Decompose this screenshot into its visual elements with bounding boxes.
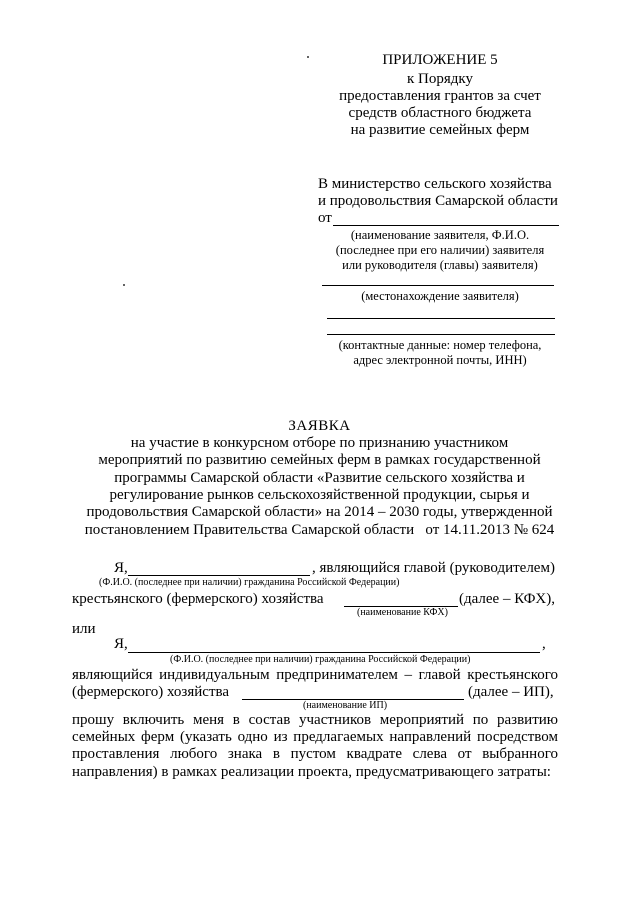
application-subtitle-line: продовольствия Самарской области» на 2014 – 2030 годы, утвержденной <box>86 504 553 520</box>
hint-kfh-name: (наименование КФХ) <box>357 607 448 618</box>
contacts-field[interactable] <box>327 318 555 319</box>
appendix-line: предоставления грантов за счет <box>339 88 541 104</box>
from-label: от <box>318 210 332 226</box>
ip-tail-text: (далее – ИП), <box>468 684 554 700</box>
ip-fio-field[interactable] <box>128 652 540 653</box>
addressee-line: и продовольствия Самарской области <box>318 193 558 209</box>
ip-comma: , <box>542 636 546 652</box>
kfh-tail-text: (далее – КФХ), <box>459 591 555 607</box>
hint-ip-name: (наименование ИП) <box>303 700 388 711</box>
hint-location: (местонахождение заявителя) <box>361 289 519 303</box>
hint-applicant-name: (последнее при его наличии) заявителя <box>335 243 545 257</box>
request-line: направления) в рамках реализации проекта, предусматривающего затраты: <box>72 764 551 780</box>
appendix-line: средств областного бюджета <box>348 105 532 121</box>
applicant-name-field[interactable] <box>333 225 559 226</box>
application-subtitle-line: мероприятий по развитию семейных ферм в рамках государственной <box>98 452 541 468</box>
ip-ya: Я, <box>114 636 128 652</box>
contacts-field[interactable] <box>327 334 555 335</box>
addressee-line: В министерство сельского хозяйства <box>318 176 552 192</box>
hint-contacts: (контактные данные: номер телефона, <box>338 338 542 352</box>
ip-line: являющийся индивидуальным предпринимателем – главой крестьянского <box>72 667 558 683</box>
kfh-farm-text: крестьянского (фермерского) хозяйства <box>72 591 324 607</box>
hint-applicant-name: или руководителя (главы) заявителя) <box>342 258 538 272</box>
location-field[interactable] <box>322 285 554 286</box>
scan-speck <box>307 56 309 58</box>
request-line: проставления любого знака в пустом квадрате слева от выбранного <box>72 746 558 762</box>
request-line: семейных ферм (указать одно из предлагаемых направлений посредством <box>72 729 558 745</box>
application-title: ЗАЯВКА <box>288 418 351 434</box>
appendix-line: к Порядку <box>407 71 473 87</box>
hint-ip-fio: (Ф.И.О. (последнее при наличии) гражданина Российской Федерации) <box>170 654 471 665</box>
hint-applicant-name: (наименование заявителя, Ф.И.О. <box>350 228 530 242</box>
kfh-fio-field[interactable] <box>128 575 310 576</box>
application-subtitle-line: регулирование рынков сельскохозяйственной продукции, сырья и <box>109 487 530 503</box>
application-subtitle-line: на участие в конкурсном отборе по признанию участником <box>130 435 509 451</box>
application-subtitle-line: программы Самарской области «Развитие сельского хозяйства и <box>114 470 525 486</box>
hint-contacts: адрес электронной почты, ИНН) <box>353 353 527 367</box>
kfh-head-text: , являющийся главой (руководителем) <box>312 560 555 576</box>
appendix-line: на развитие семейных ферм <box>350 122 530 138</box>
hint-kfh-fio: (Ф.И.О. (последнее при наличии) гражданина Российской Федерации) <box>99 577 400 588</box>
or-text: или <box>72 621 96 637</box>
application-subtitle-line: постановлением Правительства Самарской области от 14.11.2013 № 624 <box>84 522 555 538</box>
appendix-title: ПРИЛОЖЕНИЕ 5 <box>382 52 498 68</box>
request-line: прошу включить меня в состав участников мероприятий по развитию <box>72 712 558 728</box>
ip-farm-text: (фермерского) хозяйства <box>72 684 230 700</box>
scan-speck <box>123 284 125 286</box>
kfh-ya: Я, <box>114 560 128 576</box>
